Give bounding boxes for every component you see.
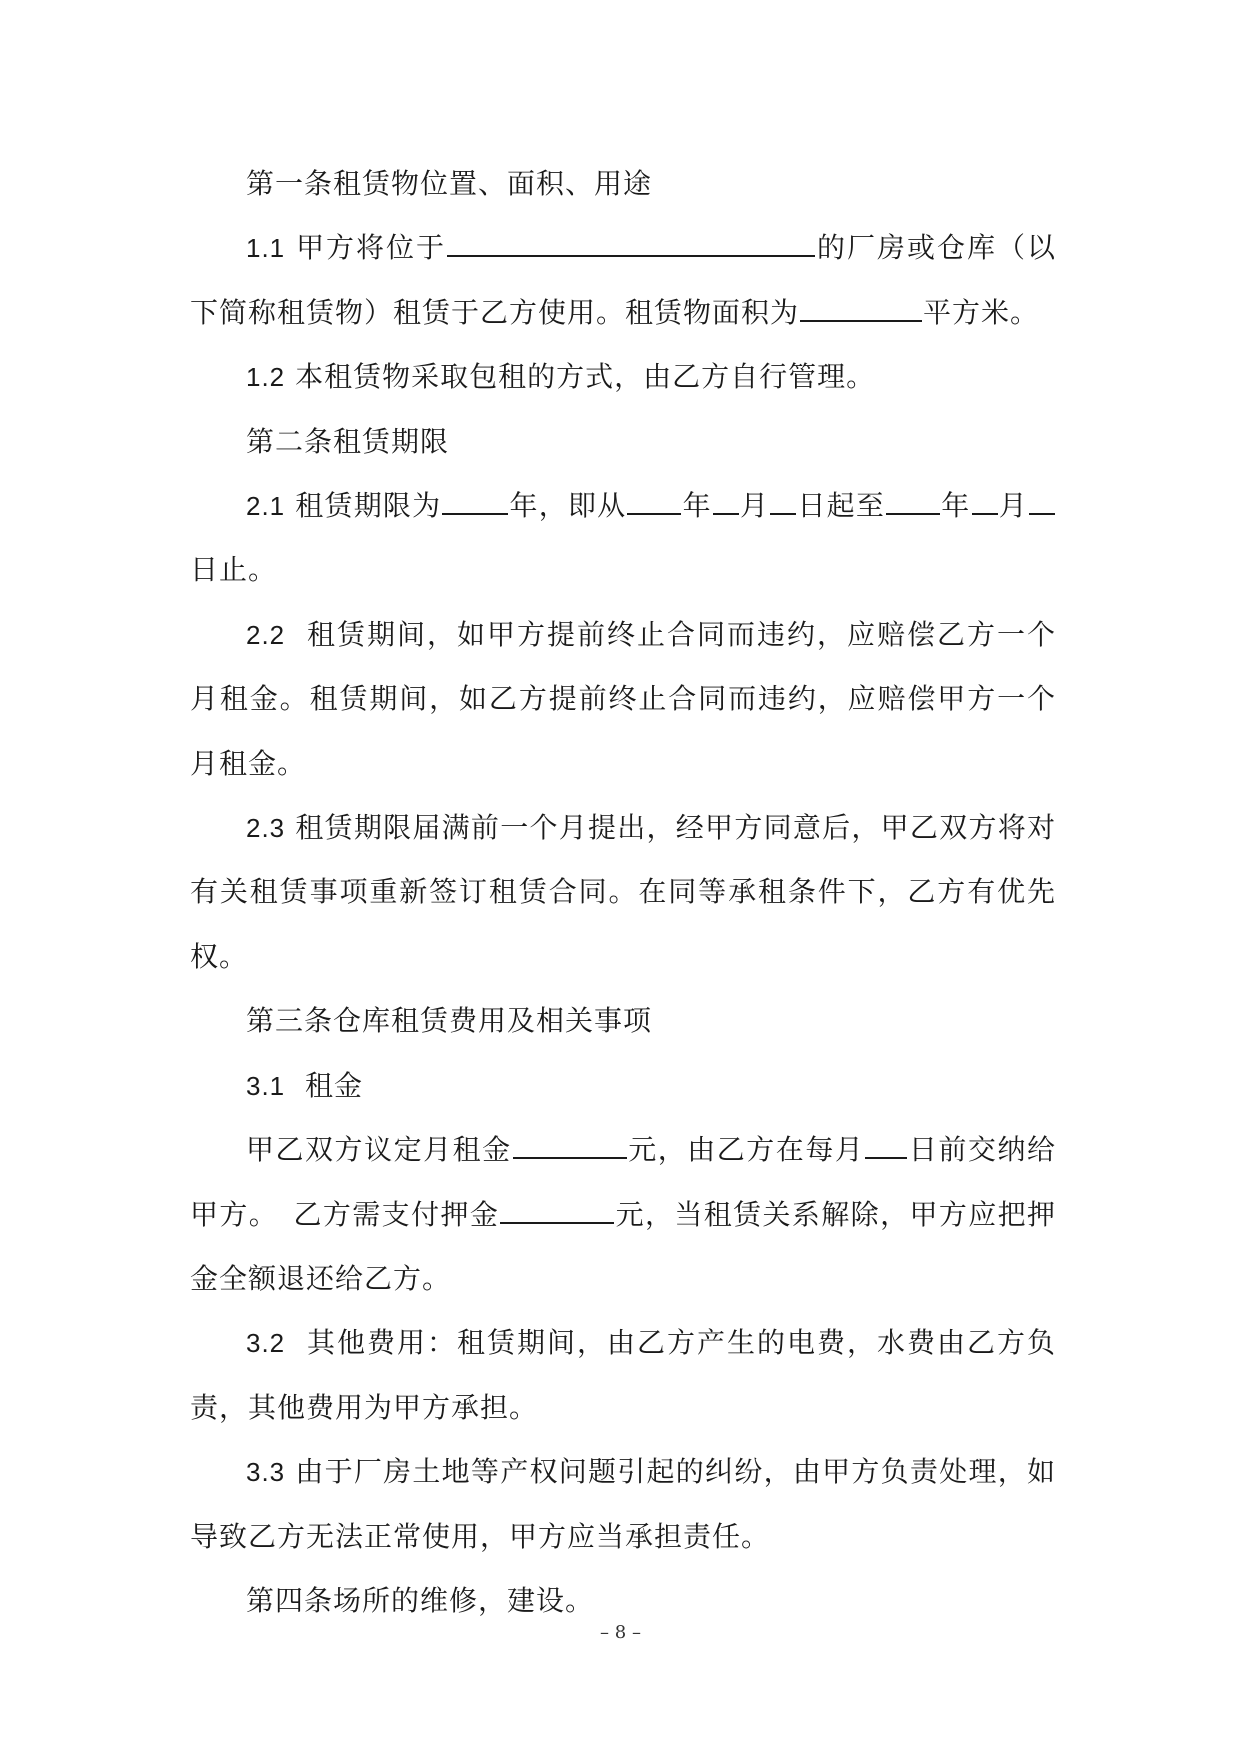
clause-text: 年 bbox=[941, 489, 971, 523]
clause-text: 年，即从 bbox=[509, 489, 627, 523]
clause-number: 1.1 bbox=[246, 233, 286, 264]
clause-text: 甲方将位于 bbox=[296, 231, 447, 265]
location-blank[interactable] bbox=[447, 233, 815, 257]
clause-number: 3.2 bbox=[246, 1328, 286, 1359]
clause-text: 租赁期限届满前一个月提出，经甲方同意后，甲乙双方将对有关租赁事项重新签订租赁合同。在同等承租条件下，乙方有优先权。 bbox=[190, 811, 1056, 973]
term-years-blank[interactable] bbox=[442, 491, 508, 515]
monthly-rent-blank[interactable] bbox=[513, 1135, 627, 1159]
start-year-blank[interactable] bbox=[627, 491, 681, 515]
clause-3-1 bbox=[190, 1054, 1056, 1118]
article3-title: 第三条仓库租赁费用及相关事项 bbox=[246, 1004, 653, 1038]
clause-text: 由于厂房土地等产权问题引起的纠纷，由甲方负责处理，如导致乙方无法正常使用，甲方应当承担责任。 bbox=[190, 1455, 1056, 1553]
article4-title: 第四条场所的维修，建设。 bbox=[246, 1583, 595, 1617]
deposit-blank[interactable] bbox=[500, 1200, 614, 1224]
clause-text: 日止。 bbox=[190, 553, 278, 587]
start-day-blank[interactable] bbox=[770, 491, 796, 515]
end-month-blank[interactable] bbox=[972, 491, 998, 515]
article2-title: 第二条租赁期限 bbox=[246, 424, 450, 458]
clause-number: 3.1 bbox=[246, 1070, 286, 1101]
article1-title: 第一条租赁物位置、面积、用途 bbox=[246, 167, 653, 200]
clause-text: 租赁期间，如甲方提前终止合同而违约，应赔偿乙方一个月租金。租赁期间，如乙方提前终止合同而违约，应赔偿甲方一个月租金。 bbox=[190, 617, 1056, 780]
clause-2-1 bbox=[190, 474, 1056, 603]
payment-day-blank[interactable] bbox=[865, 1135, 907, 1159]
clause-text: 日前交纳给甲方。 乙方需支付押金 bbox=[190, 1133, 1056, 1231]
end-year-blank[interactable] bbox=[886, 491, 940, 515]
clause-text: 本租赁物采取包租的方式，由乙方自行管理。 bbox=[295, 360, 876, 394]
clause-text: 平方米。 bbox=[923, 295, 1040, 329]
area-blank[interactable] bbox=[800, 298, 922, 322]
clause-2-3 bbox=[190, 796, 1056, 989]
clause-number: 1.2 bbox=[246, 362, 286, 393]
clause-3-2 bbox=[190, 1311, 1056, 1440]
start-month-blank[interactable] bbox=[713, 491, 739, 515]
end-day-blank[interactable] bbox=[1029, 491, 1055, 515]
clause-text: 元，当租赁关系解除，甲方应把押金全额退还给乙方。 bbox=[190, 1197, 1056, 1295]
clause-text: 月 bbox=[739, 489, 770, 523]
clause-text: 元，由乙方在每月 bbox=[627, 1133, 865, 1167]
clause-text: 的厂房或仓库（以下简称租赁物）租赁于乙方使用。租赁物面积为 bbox=[190, 231, 1056, 329]
clause-text: 租金 bbox=[304, 1068, 363, 1102]
clause-number: 2.1 bbox=[246, 491, 286, 522]
page-number: – 8 – bbox=[600, 1622, 641, 1643]
clause-1-1 bbox=[190, 216, 1056, 345]
clause-1-2 bbox=[190, 345, 1056, 409]
clause-text: 租赁期限为 bbox=[295, 489, 442, 523]
clause-text: 其他费用：租赁期间，由乙方产生的电费，水费由乙方负责，其他费用为甲方承担。 bbox=[190, 1326, 1056, 1424]
document-body bbox=[190, 152, 1056, 1633]
rent-paragraph bbox=[190, 1118, 1056, 1311]
clause-number: 2.2 bbox=[246, 619, 286, 650]
clause-number: 3.3 bbox=[246, 1457, 286, 1488]
clause-text: 甲乙双方议定月租金 bbox=[246, 1133, 512, 1167]
clause-text: 年 bbox=[682, 489, 712, 523]
clause-3-3 bbox=[190, 1440, 1056, 1569]
clause-text: 日起至 bbox=[797, 489, 886, 523]
clause-number: 2.3 bbox=[246, 813, 286, 844]
clause-2-2 bbox=[190, 603, 1056, 796]
clause-text: 月 bbox=[998, 489, 1028, 523]
